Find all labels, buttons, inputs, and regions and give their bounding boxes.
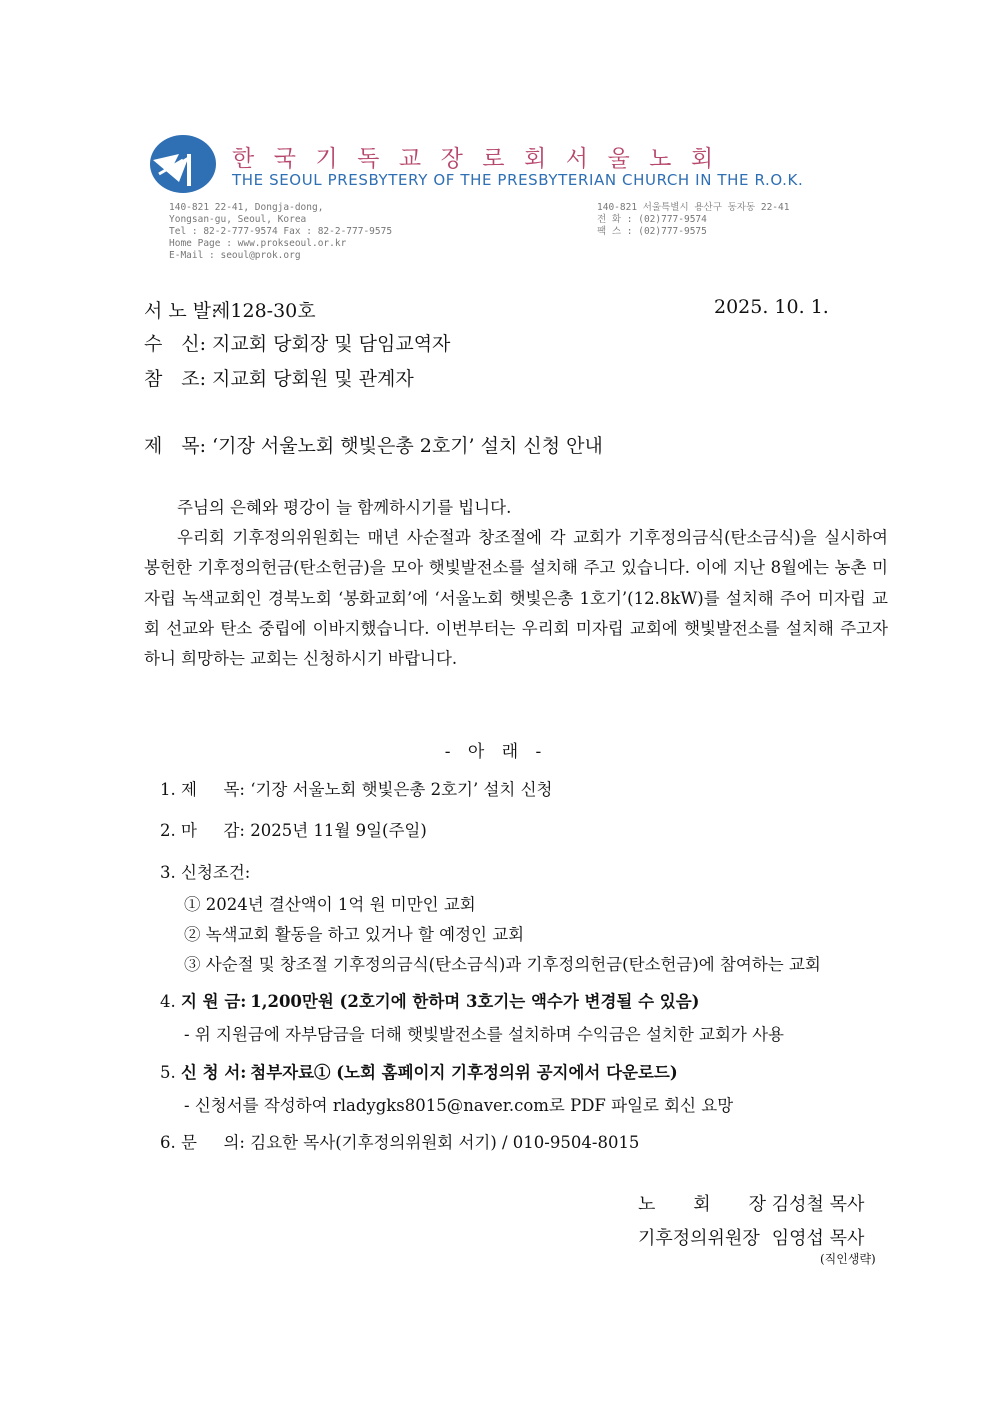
document-date: 2025. 10. 1. [714, 296, 829, 318]
item-label: 신 청 서: [181, 1063, 247, 1082]
subject-value: ‘기장 서울노회 햇빛은총 2호기’ 설치 신청 안내 [212, 435, 603, 457]
item-note: - 위 지원금에 자부담금을 더해 햇빛발전소를 설치하며 수익금은 설치한 교회가 사용 [184, 1025, 784, 1044]
address-line: Tel : 82-2-777-9574 Fax : 82-2-777-9575 [169, 226, 393, 237]
item-label: 문 의: [181, 1133, 245, 1152]
item-title [160, 776, 553, 800]
item-number: 1. [160, 780, 176, 799]
signature-name: 임영섭 목사 [771, 1228, 865, 1249]
reference [144, 364, 414, 391]
item-note: - 신청서를 작성하여 rladygks8015@naver.com로 PDF 파일로 회신 요망 [184, 1096, 734, 1115]
item-conditions [160, 859, 250, 883]
recipient-label: 수 신: [144, 333, 206, 355]
reference-value: 지교회 당회원 및 관계자 [212, 368, 414, 390]
recipient [144, 329, 450, 356]
signature-title: 기후정의위원장 [638, 1228, 760, 1249]
notice-title: - 아 래 - [444, 742, 548, 762]
item-value: ‘기장 서울노회 햇빛은총 2호기’ 설치 신청 [250, 780, 553, 799]
reference-label: 참 조: [144, 368, 206, 390]
address-line: Yongsan-gu, Seoul, Korea [169, 214, 307, 225]
item-value: 첨부자료① (노회 홈페이지 기후정의위 공지에서 다운로드) [250, 1063, 678, 1082]
condition: ③ 사순절 및 창조절 기후정의금식(탄소금식)과 기후정의헌금(탄소헌금)에 참여하는 교회 [184, 955, 821, 974]
presbytery-logo [149, 134, 217, 194]
address-line: 140-821 22-41, Dongja-dong, [169, 202, 324, 213]
main-paragraph: 우리회 기후정의위원회는 매년 사순절과 창조절에 각 교회가 기후정의금식(탄소금식)을 실시하여 봉헌한 기후정의헌금(탄소헌금)을 모아 햇빛발전소를 설치해 주고 있습니다. 이에 지난 8월에는 농촌 미자립 녹색교회인 경북노회 ‘봉화교회’에 ‘서울노회 햇빛은총 1호기’(12.8kW)를 설치해 주어 미자립 교회 선교와 탄소 중립에 이바지했습니다. 이번부터는 우리회 미자립 교회에 햇빛발전소를 설치해 주고자 하니 희망하는 교회는 신청하시기 바랍니다. [144, 528, 888, 669]
item-application [160, 1059, 678, 1083]
address-line: 140-821 서울특별시 용산구 동자동 22-41 [597, 202, 790, 213]
address-korean [597, 202, 789, 238]
item-label: 신청조건: [181, 863, 251, 882]
address-line: 팩 스 : (02)777-9575 [597, 226, 707, 237]
subject-label: 제 목: [144, 435, 206, 457]
item-deadline [160, 817, 427, 841]
address-english [169, 202, 392, 262]
address-line: Home Page : www.prokseoul.or.kr [169, 238, 347, 249]
doc-number-value: 제128-30호 [212, 300, 316, 322]
condition: ① 2024년 결산액이 1억 원 미만인 교회 [184, 895, 476, 914]
item-label: 제 목: [181, 780, 245, 799]
recipient-value: 지교회 당회장 및 담임교역자 [212, 333, 451, 355]
item-number: 5. [160, 1063, 176, 1082]
org-name-korean: 한국기독교장로회서울노회 [232, 146, 733, 172]
item-label: 지 원 금: [181, 992, 247, 1011]
signature-name: 김성철 목사 [771, 1194, 865, 1215]
item-contact [160, 1129, 639, 1153]
item-number: 4. [160, 992, 176, 1011]
item-value: 김요한 목사(기후정의위원회 서기) / 010-9504-8015 [250, 1133, 640, 1152]
item-number: 3. [160, 863, 176, 882]
greeting: 주님의 은혜와 평강이 늘 함께하시기를 빕니다. [177, 498, 512, 517]
item-number: 2. [160, 821, 176, 840]
doc-number [144, 296, 316, 323]
letter-body [144, 493, 888, 674]
item-number: 6. [160, 1133, 176, 1152]
subject [144, 431, 603, 458]
address-line: E-Mail : seoul@prok.org [169, 250, 301, 261]
doc-number-label: 서 노 발: [144, 300, 218, 322]
signature-title: 노 회 장 [638, 1194, 766, 1215]
org-name-english: THE SEOUL PRESBYTERY OF THE PRESBYTERIAN CHURCH IN THE R.O.K. [232, 171, 804, 189]
address-line: 전 화 : (02)777-9574 [597, 214, 707, 225]
item-value: 2025년 11월 9일(주일) [250, 821, 427, 840]
item-label: 마 감: [181, 821, 245, 840]
seal-omitted-note: (직인생략) [820, 1252, 876, 1266]
item-value: 1,200만원 (2호기에 한하며 3호기는 액수가 변경될 수 있음) [250, 992, 700, 1011]
signature-chair [638, 1224, 864, 1250]
item-support [160, 988, 699, 1012]
signature-moderator [638, 1190, 864, 1216]
condition: ② 녹색교회 활동을 하고 있거나 할 예정인 교회 [184, 925, 525, 944]
